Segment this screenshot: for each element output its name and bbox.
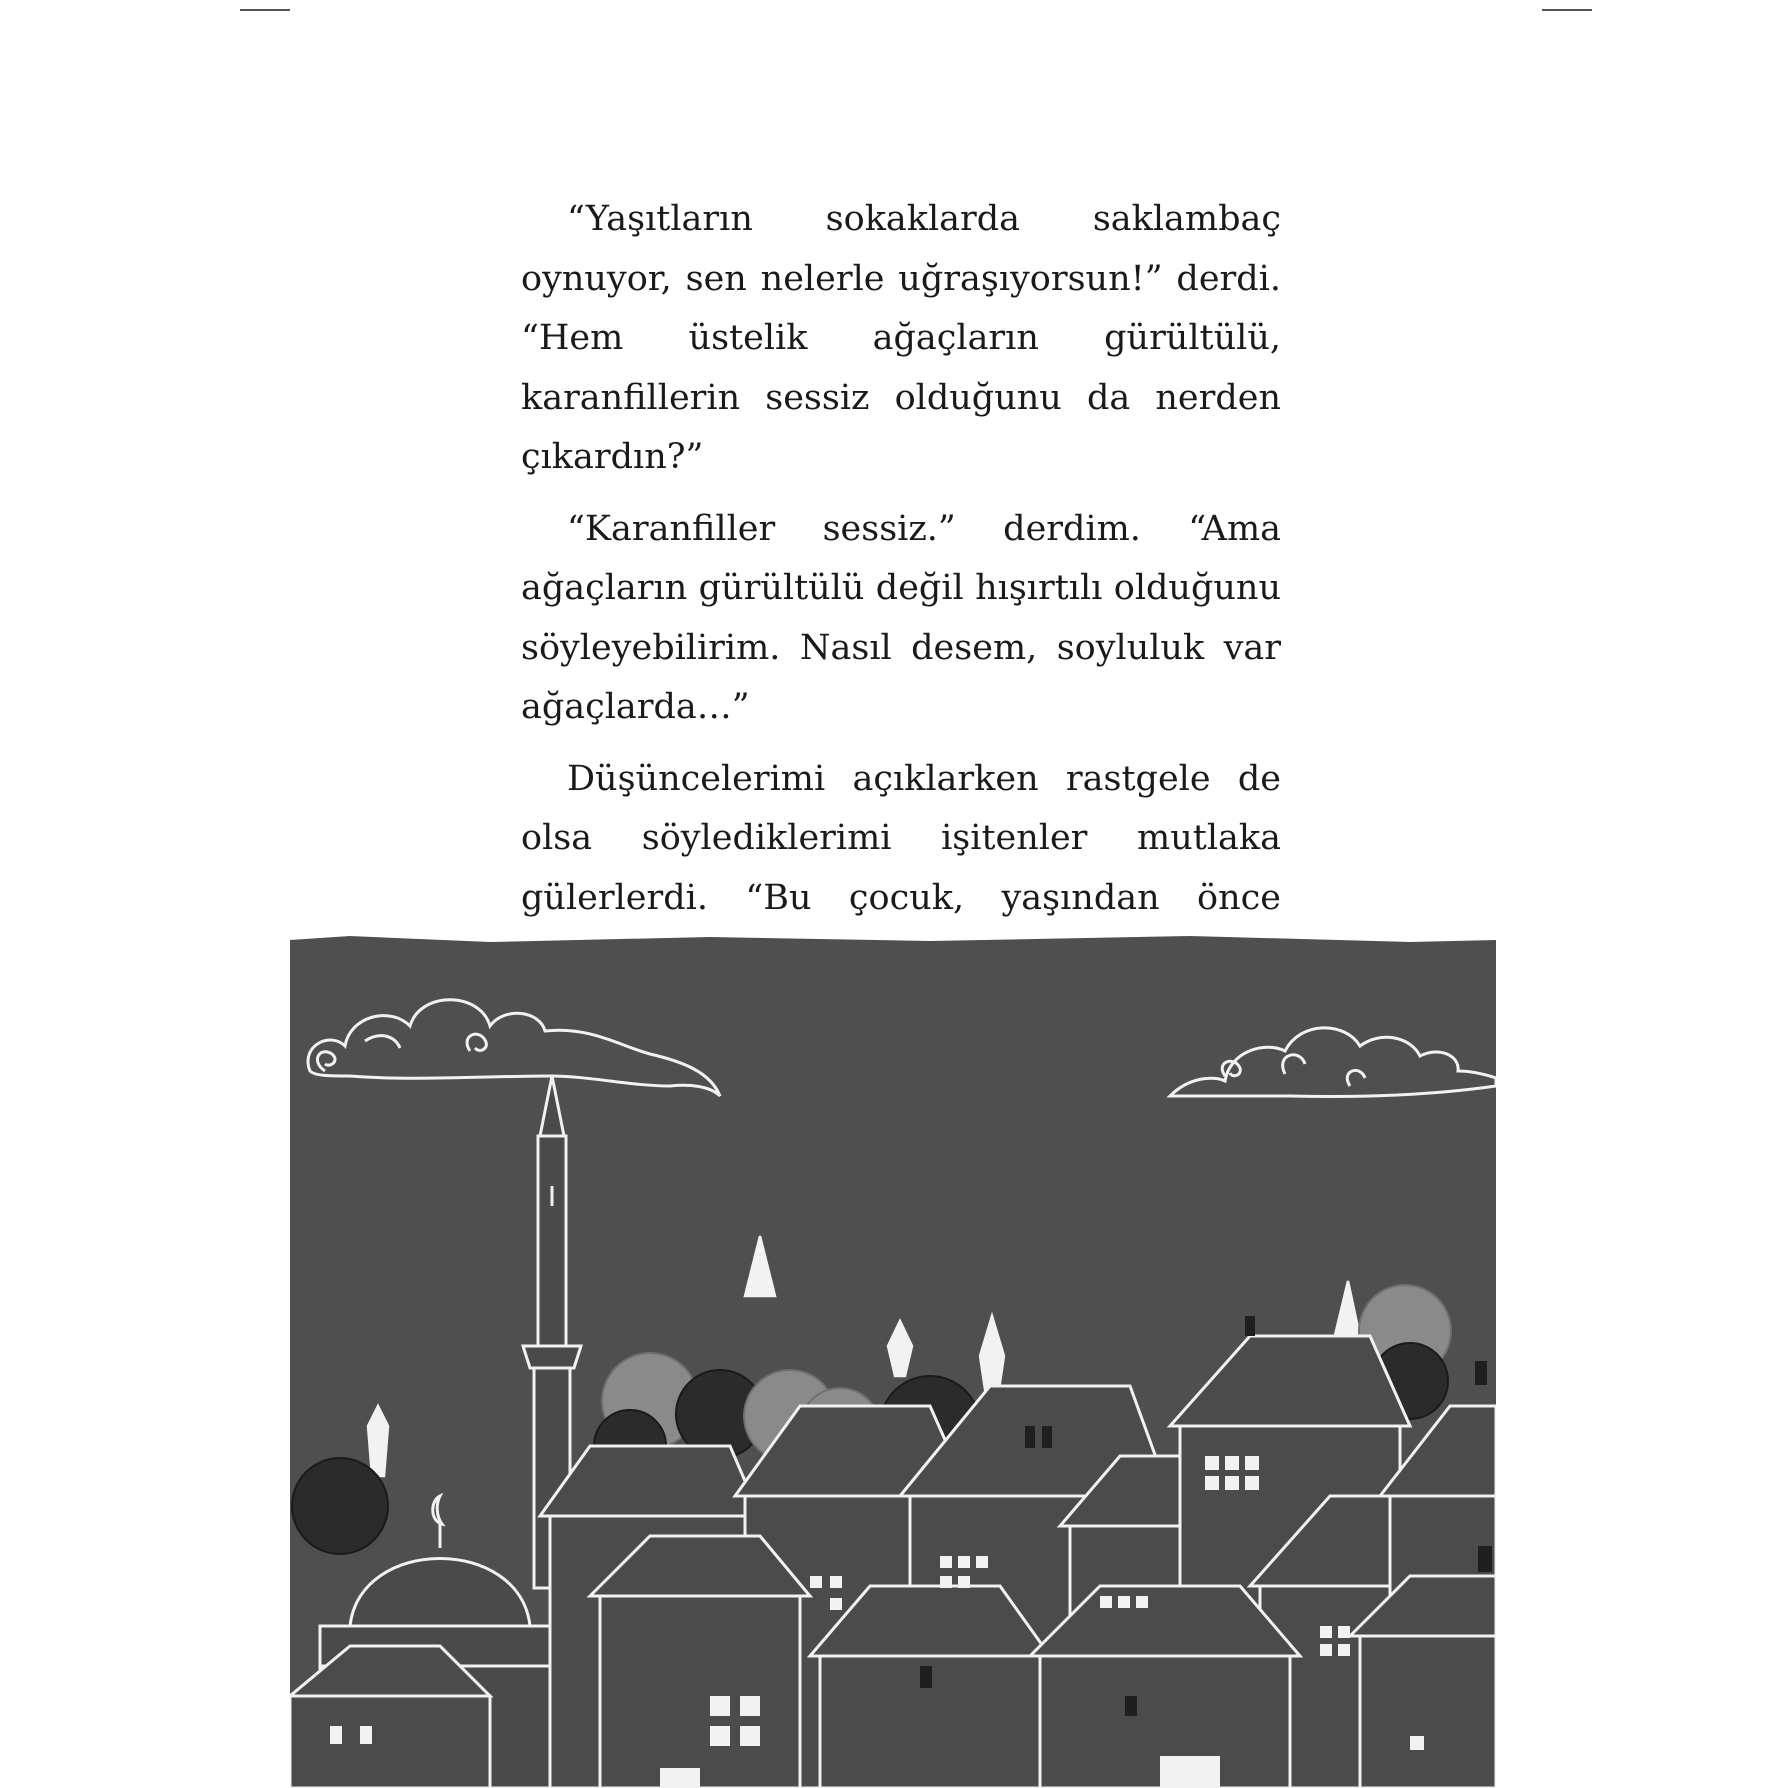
paragraph-2: “Karanfiller sessiz.” derdim. “Ama ağaçların gürültülü değil hışırtılı olduğunu söyleyebilirim. Nasıl desem, soyluluk var ağaçlarda…” [521,508,1281,727]
paragraph-1: “Yaşıtların sokaklarda saklambaç oynuyor, sen nelerle uğraşıyorsun!” derdi. “Hem üstelik ağaçların gürültülü, karanfillerin sessiz olduğunu da nerden çıkardın?” [521,199,1281,477]
crop-mark-left [240,9,290,11]
tree-1 [292,1458,388,1554]
paragraph-3: Düşüncelerimi açıklarken rastgele de olsa söylediklerimi işitenler mutlaka gülerlerdi. “Bu çocuk, yaşından önce [521,758,1281,918]
crop-mark-right [1542,9,1592,11]
town-night-illustration [290,936,1496,1788]
body-text [521,190,1281,1000]
illustration-svg [290,936,1496,1788]
